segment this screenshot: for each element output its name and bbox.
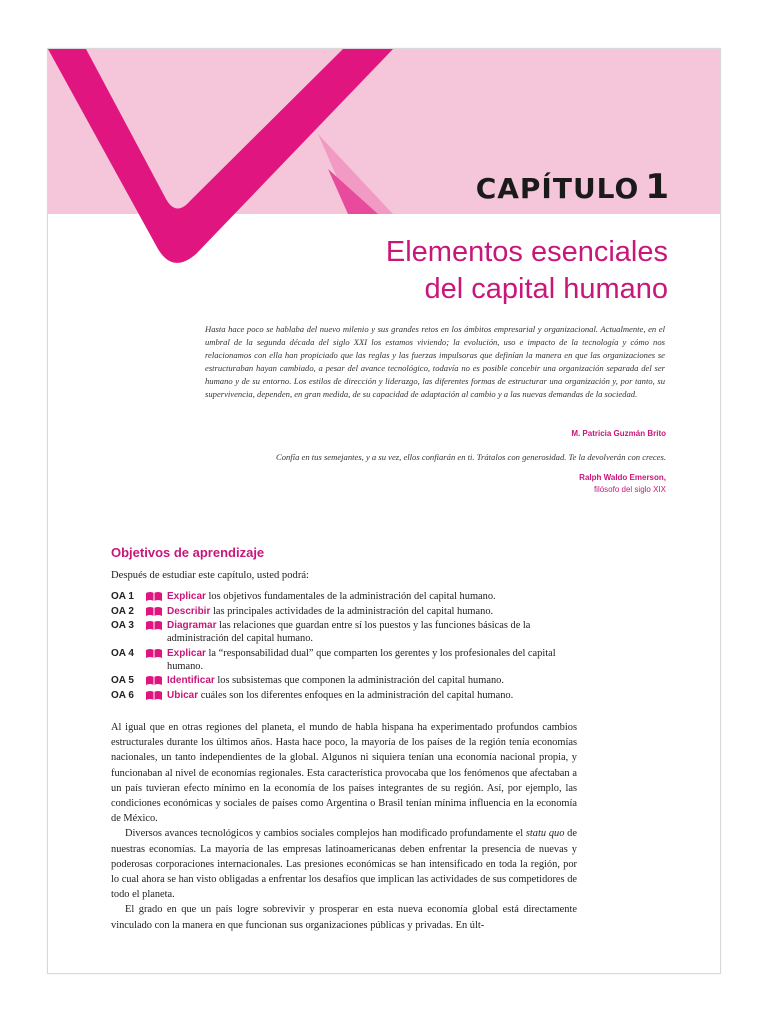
chapter-decoration	[48, 49, 408, 279]
body-paragraph: El grado en que un país logre sobrevivir y prosperar en esta nueva economía global está directamente vinculado con la manera en que funcionan sus organizaciones públicas y privadas. En últ-	[111, 904, 577, 931]
objectives-list	[111, 590, 576, 703]
quote-text: Confía en tus semejantes, y a su vez, ellos confiarán en ti. Trátalos con generosidad. Te la devolverán con creces.	[275, 452, 666, 462]
objective-item: OA 6 Ubicar cuáles son los diferentes enfoques en la administración del capital humano.	[111, 689, 514, 701]
body-text	[111, 720, 577, 933]
objectives-heading: Objetivos de aprendizaje	[111, 545, 265, 560]
book-icon	[145, 619, 167, 631]
chapter-title: Elementos esenciales del capital humano	[385, 236, 668, 305]
body-paragraph: Al igual que en otras regiones del planeta, el mundo de habla hispana ha experimentado profundos cambios estructurales durante los últimos años. Hasta hace poco, la mayoría de los países de la región tenía economías nacionales, un tanto independientes de la global. Algunos ni siquiera tenían una economía nacional propia, y funcionaban al nivel de economías regionales. Esta característica provocaba que los fenómenos que afectaban a un país tuvieran efecto mínimo en la economía de los países integrantes de su región. Así, por ejemplo, las condiciones económicas y sociales de países como Argentina o Brasil tenían mínima influencia en la economía de México.	[111, 722, 577, 825]
objectives-intro: Después de estudiar este capítulo, usted podrá:	[111, 570, 309, 581]
objective-item: OA 4 Explicar la “responsabilidad dual” que comparten los gerentes y los profesionales del capital humano.	[111, 647, 556, 672]
book-icon	[145, 605, 167, 617]
objective-item: OA 2 Describir las principales actividades de la administración del capital humano.	[111, 605, 494, 617]
epigraph-author: M. Patricia Guzmán Brito	[571, 429, 666, 438]
epigraph-text: Hasta hace poco se hablaba del nuevo milenio y sus grandes retos en los ámbitos empresarial y organizacional. Actualmente, en el umbral de la segunda década del siglo XXI los estamos viviendo; la evolución, uso e impacto de la tecnología y cómo nos relacionamos con ella han propiciado que las reglas y las fuerzas impulsoras que definían la manera en que las organizaciones se estructuraban hayan cambiado, a pesar del avance tecnológico, todavía no es posible concebir una organización separada del ser humano y de su entorno. Los estilos de dirección y liderazgo, las diferentes formas de estructurar una organización y, por tanto, su supervivencia, dependen, en gran medida, de su capacidad de adaptación al cambio y a las nuevas demandas de la sociedad.	[205, 324, 665, 399]
objective-item: OA 5 Identificar los subsistemas que componen la administración del capital humano.	[111, 675, 504, 686]
body-paragraph: Diversos avances tecnológicos y cambios sociales complejos han modificado profundamente el statu quo de nuestras economías. La mayoría de las empresas latinoamericanas deben enfrentar la presencia de nuevas y poderosas corporaciones internacionales. Las presiones económicas se han intensificado en toda la región, por lo cual ahora se han visto obligadas a enfrentar los desafíos que implican las actividades de sus competidores de todo el planeta.	[111, 828, 577, 901]
book-icon	[145, 590, 167, 602]
book-page	[47, 48, 721, 974]
book-icon	[145, 674, 167, 686]
quote-author: Ralph Waldo Emerson, filósofo del siglo XIX	[579, 473, 666, 494]
book-icon	[145, 647, 167, 659]
book-icon	[145, 689, 167, 701]
chapter-label: CAPÍTULO 1	[475, 167, 670, 207]
objective-item: OA 1 Explicar los objetivos fundamentales de la administración del capital humano.	[111, 591, 496, 602]
objective-item: OA 3 Diagramar las relaciones que guardan entre sí los puestos y las funciones básicas de la administración del capital humano.	[111, 620, 531, 644]
